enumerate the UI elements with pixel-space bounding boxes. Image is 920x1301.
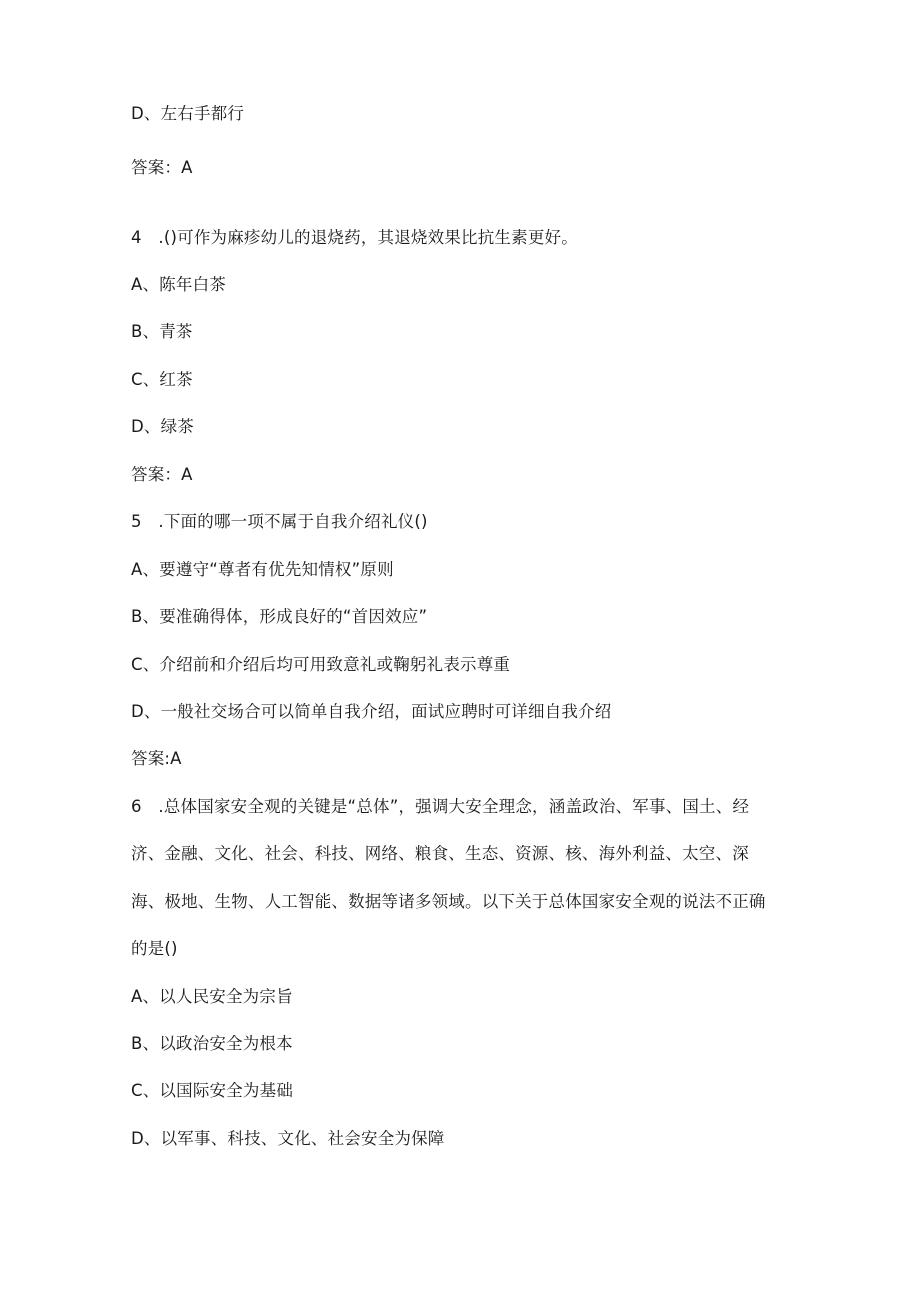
q5-option-d: D、一般社交场合可以简单自我介绍，面试应聘时可详细自我介绍 bbox=[131, 702, 612, 721]
q4-question: 4 .()可作为麻疹幼儿的退烧药，其退烧效果比抗生素更好。 bbox=[131, 228, 578, 247]
q6-option-b: B、以政治安全为根本 bbox=[131, 1034, 293, 1053]
q5-option-a: A、要遵守“尊者有优先知情权”原则 bbox=[131, 560, 394, 579]
q4-option-c: C、红茶 bbox=[131, 370, 193, 389]
q6-option-d: D、以军事、科技、文化、社会安全为保障 bbox=[131, 1129, 445, 1148]
q6-option-a: A、以人民安全为宗旨 bbox=[131, 987, 293, 1006]
q5-option-c: C、介绍前和介绍后均可用致意礼或鞠躬礼表示尊重 bbox=[131, 655, 511, 674]
q3-answer: 答案：A bbox=[131, 158, 193, 177]
q5-option-b: B、要准确得体，形成良好的“首因效应” bbox=[131, 607, 428, 626]
q5-answer: 答案:A bbox=[131, 749, 182, 768]
q4-answer: 答案：A bbox=[131, 465, 193, 484]
q4-option-a: A、陈年白茶 bbox=[131, 275, 226, 294]
q6-question-line-4: 的是() bbox=[131, 939, 178, 958]
q4-option-d: D、绿茶 bbox=[131, 417, 195, 436]
q5-question: 5 .下面的哪一项不属于自我介绍礼仪() bbox=[131, 512, 428, 531]
q6-question-line-1: 6 .总体国家安全观的关键是“总体”，强调大安全理念，涵盖政治、军事、国土、经 bbox=[131, 797, 750, 816]
q3-option-d: D、左右手都行 bbox=[131, 104, 245, 123]
q6-question-line-3: 海、极地、生物、人工智能、数据等诸多领域。以下关于总体国家安全观的说法不正确 bbox=[131, 892, 766, 911]
q6-question-line-2: 济、金融、文化、社会、科技、网络、粮食、生态、资源、核、海外利益、太空、深 bbox=[131, 844, 749, 863]
q4-option-b: B、青茶 bbox=[131, 322, 193, 341]
q6-option-c: C、以国际安全为基础 bbox=[131, 1081, 294, 1100]
